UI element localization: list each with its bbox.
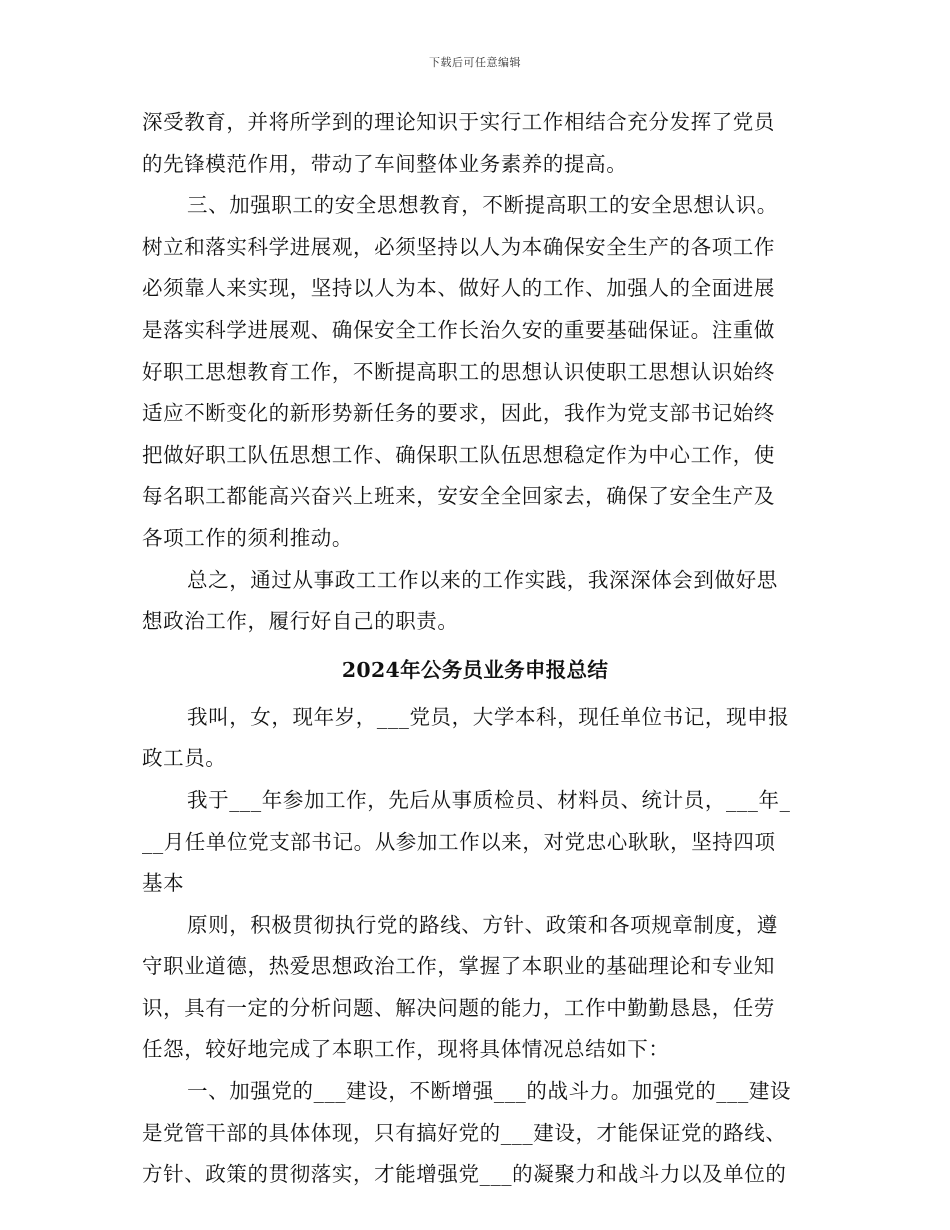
text-line: 树立和落实科学进展观，必须坚持以人为本确保安全生产的各项工作	[142, 234, 775, 259]
text-line: 必须靠人来实现，坚持以人为本、做好人的工作、加强人的全面进展	[142, 276, 775, 301]
section-title: 2024年公务员业务申报总结	[341, 657, 609, 682]
text-line: 任怨，较好地完成了本职工作，现将具体情况总结如下：	[142, 1037, 670, 1062]
text-line: 各项工作的须利推动。	[142, 525, 353, 550]
text-line: 是落实科学进展观、确保安全工作长治久安的重要基础保证。注重做	[142, 317, 775, 342]
text-line: 总之，通过从事政工工作以来的工作实践，我深深体会到做好思	[187, 567, 778, 592]
text-line: 我叫，女，现年岁，___党员，大学本科，现任单位书记，现申报	[187, 704, 790, 729]
text-line: __月任单位党支部书记。从参加工作以来，对党忠心耿耿，坚持四项	[142, 829, 776, 854]
text-line: 我于___年参加工作，先后从事质检员、材料员、统计员，___年_	[187, 787, 791, 812]
text-line: 一、加强党的___建设，不断增强___的战斗力。加强党的___建设	[187, 1079, 792, 1104]
page-header: 下载后可任意编辑	[429, 56, 521, 69]
text-line: 方针、政策的贯彻落实，才能增强党___的凝聚力和战斗力以及单位的	[142, 1162, 787, 1187]
text-line: 适应不断变化的新形势新任务的要求，因此，我作为党支部书记始终	[142, 401, 775, 426]
text-line: 是党管干部的具体体现，只有搞好党的___建设，才能保证党的路线、	[142, 1120, 787, 1145]
text-line: 把做好职工队伍思想工作、确保职工队伍思想稳定作为中心工作，使	[142, 442, 775, 467]
text-line: 政工员。	[142, 746, 227, 771]
text-line: 基本	[142, 871, 185, 896]
text-line: 深受教育，并将所学到的理论知识于实行工作相结合充分发挥了党员	[142, 110, 775, 134]
document-body	[142, 102, 808, 1196]
text-line: 好职工思想教育工作，不断提高职工的思想认识使职工思想认识始终	[142, 359, 775, 384]
text-line: 的先锋模范作用，带动了车间整体业务素养的提高。	[142, 151, 628, 176]
text-line: 每名职工都能高兴奋兴上班来，安安全全回家去，确保了安全生产及	[142, 484, 775, 509]
text-line: 三、加强职工的安全思想教育，不断提高职工的安全思想认识。	[187, 193, 778, 218]
text-line: 想政治工作，履行好自己的职责。	[142, 609, 459, 634]
text-line: 原则，积极贯彻执行党的路线、方针、政策和各项规章制度，遵	[187, 912, 778, 937]
text-line: 识，具有一定的分析问题、解决问题的能力，工作中勤勤恳恳，任劳	[142, 995, 775, 1020]
text-line: 守职业道德，热爱思想政治工作，掌握了本职业的基础理论和专业知	[142, 954, 775, 979]
